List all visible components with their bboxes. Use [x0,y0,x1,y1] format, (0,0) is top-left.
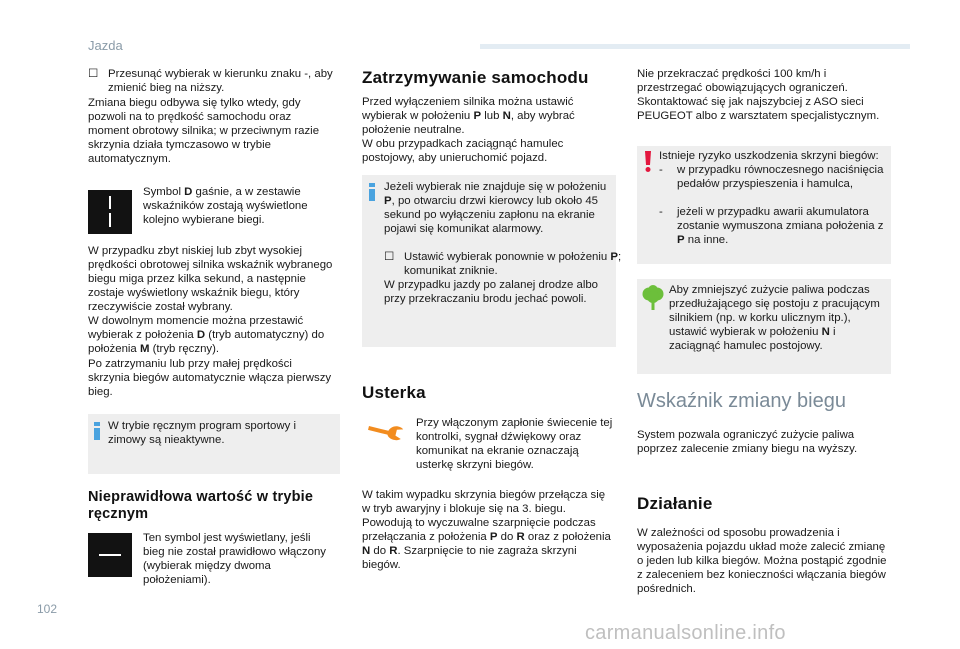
eco-text: Aby zmniejszyć zużycie paliwa podczas przedłużającego się postoju z pracującym silnikiem (np. w korku ulicznym itp.), ustawić wybierak w położeniu N i zaciągnąć hamulec postojowy. [669,284,880,352]
page-number: 102 [37,602,58,616]
col1-paragraph: W przypadku zbyt niskiej lub zbyt wysokiej prędkości obrotowej silnika wskaźnik wybranego biegu miga przez kilka sekund, a następnie zostaje wyświetlony wskaźnik biegu, który rzeczywiście został wybrany. [88,245,333,313]
info-box-text: Jeżeli wybierak nie znajduje się w położeniu P, po otwarciu drzwi kierowcy lub około 45 sekund po wyłączeniu zapłonu na ekranie pojawi się komunikat alarmowy. [384,181,607,235]
col2-paragraph: Przed wyłączeniem silnika można ustawić wybierak w położeniu P lub N, aby wybrać położenie neutralne. [362,96,575,136]
wrench-icon [366,418,404,448]
tree-icon [641,285,665,311]
watermark: carmanualsonline.info [585,622,786,644]
header-bar [480,44,910,49]
info-box-text: W trybie ręcznym program sportowy i zimowy są nieaktywne. [108,420,296,446]
col1-bullet: ☐ Przesunąć wybierak w kierunku znaku -, aby zmienić bieg na niższy. [88,68,333,94]
col1-symbol-text: Symbol D gaśnie, a w zestawie wskaźników zostają wyświetlone kolejno wybierane biegi. [143,186,308,226]
info-box-bullet: ☐ Ustawić wybierak ponownie w położeniu P; komunikat zniknie. [384,251,622,277]
warning-item: - w przypadku równoczesnego naciśnięcia pedałów przyspieszenia i hamulca, [659,164,884,190]
col2-wrench-text: Przy włączonym zapłonie świecenie tej kontrolki, sygnał dźwiękowy oraz komunikat na ekranie oznaczają usterkę skrzyni biegów. [416,417,613,471]
col2-paragraph: W obu przypadkach zaciągnąć hamulec postojowy, aby unieruchomić pojazd. [362,138,564,164]
gear-invalid-symbol-icon [88,533,132,577]
section-heading: Działanie [637,494,713,513]
info-box-text: W przypadku jazdy po zalanej drodze albo przy przekraczaniu brodu jechać powoli. [384,279,599,305]
header-section-title: Jazda [88,38,123,53]
col1-paragraph: Zmiana biegu odbywa się tylko wtedy, gdy pozwoli na to prędkość samochodu oraz moment obrotowy silnika; w przeciwnym razie skrzynia działa tymczasowo w trybie automatycznym. [88,97,320,165]
info-icon [94,422,100,440]
section-heading: Zatrzymywanie samochodu [362,68,589,87]
col1-paragraph: W dowolnym momencie można przestawić wybierak z położenia D (tryb automatyczny) do położenia M (tryb ręczny). [88,315,325,355]
col3-paragraph: System pozwala ograniczyć zużycie paliwa poprzez zalecenie zmiany biegu na wyższy. [637,429,858,455]
col2-paragraph: W takim wypadku skrzynia biegów przełącza się w tryb awaryjny i blokuje się na 3. biegu. Powodują to wyczuwalne szarpnięcie podczas przełączania z położenia P do R oraz z położenia N do R. Szarpnięcie to nie zagraża skrzyni biegów. [362,489,611,571]
exclamation-icon [643,151,653,173]
section-heading: Nieprawidłowa wartość w trybie ręcznym [88,489,314,522]
info-box [88,414,340,474]
warning-item: - jeżeli w przypadku awarii akumulatora zostanie wymuszona zmiana położenia z P na inne. [659,206,884,246]
col1-symbol-text: Ten symbol jest wyświetlany, jeśli bieg nie został prawidłowo włączony (wybierak między dwoma położeniami). [143,532,326,586]
warning-box [637,146,891,264]
gear-d-symbol-icon [88,190,132,234]
col1-paragraph: Po zatrzymaniu lub przy małej prędkości skrzynia biegów automatycznie włącza pierwszy bieg. [88,358,332,398]
warning-intro: Istnieje ryzyko uszkodzenia skrzyni biegów: [659,150,879,162]
checkbox-bullet-icon: ☐ [384,251,395,263]
eco-box [637,279,891,374]
info-box [362,175,622,347]
col3-paragraph: Nie przekraczać prędkości 100 km/h i przestrzegać obowiązujących ograniczeń. Skontaktować się jak najszybciej z ASO sieci PEUGEOT albo z warsztatem specjalistycznym. [637,68,880,122]
col3-paragraph: W zależności od sposobu prowadzenia i wyposażenia pojazdu układ może zalecić zmianę o jeden lub kilka biegów. Można postąpić zgodnie z zaleceniem bez konieczności włączania biegów pośrednich. [637,527,887,595]
info-icon [369,183,375,201]
section-heading: Usterka [362,383,426,402]
checkbox-bullet-icon: ☐ [88,68,99,80]
section-heading: Wskaźnik zmiany biegu [637,390,846,412]
